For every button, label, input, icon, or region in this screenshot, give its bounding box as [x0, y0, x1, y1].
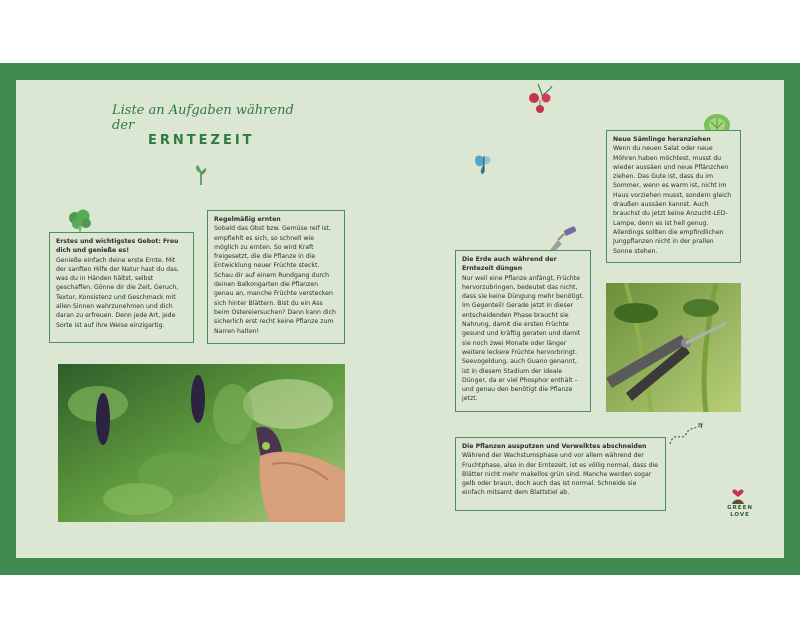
box-neue-saemlinge [606, 130, 741, 263]
box-text: Genieße einfach deine erste Ernte. Mit der sanften Hilfe der Natur hast du das, was du in Händen hältst, selbst geschaffen. Gönne dir die Zeit, Geruch, Textur, Konsistenz und Geschmack mit allen Sinnen wahrzunehmen und dich daran zu erfreuen. Denn jede Art, jede Sorte ist auf ihre Weise einzigartig. [56, 256, 179, 329]
photo-pruning-shears [606, 283, 741, 412]
box-pflanzen-ausputzen [455, 437, 666, 511]
box-text: Nur weil eine Pflanze anfängt, Früchte hervorzubringen, bedeutet das nicht, dass sie keine Düngung mehr benötigt. Im Gegenteil! Gerade jetzt in dieser entscheidenden Phase braucht sie Nahrung, damit die ersten Früchte gesund und kräftig geraten und damit sie noch zwei Monate oder länger weitere leckere Früchte hervorbringt. Seevogeldung, auch Guano genannt, ist in diesem Stadium der ideale Dünger, da er viel Phosphor enthält – und genau den benötigt die Pflanze jetzt. [462, 274, 584, 403]
box-heading: Die Pflanzen ausputzen und Verwelktes abschneiden [462, 443, 647, 450]
brand-line-2: LOVE [730, 512, 750, 518]
dotted-path-icon [668, 420, 704, 446]
brand-logo [722, 505, 758, 519]
box-text: Wenn du neuen Salat oder neue Möhren haben möchtest, musst du wieder aussäen und neue Pflänzchen ziehen. Das Gute ist, dass du im Sommer, wenn es warm ist, nicht im Haus vorziehen musst, sondern gleich draußen aussäen kannst. Auch brauchst du jetzt keine Anzucht-LED-Lampe, denn es ist hell genug. Allerdings sollten die empfindlichen Jungpflanzen nicht in der prallen Sonne stehen. [613, 145, 732, 255]
box-erde-duengen [455, 250, 591, 412]
title-script: Liste an Aufgaben während der [112, 103, 294, 133]
box-heading: Neue Sämlinge heranziehen [613, 136, 711, 143]
raspberry-icon [526, 82, 558, 114]
title-caps: ERNTEZEIT [148, 133, 255, 148]
box-erstes-gebot [49, 232, 194, 343]
box-heading: Erstes und wichtigstes Gebot: Freu dich und genieße es! [56, 238, 179, 255]
butterfly-icon [472, 152, 496, 176]
box-text: Während der Wachstumsphase und vor allem während der Fruchtphase, also in der Erntezeit, ist es völlig normal, dass die Blätter nicht mehr makellos grün sind. Manche werden sogar gelb oder braun, doch auch das ist normal. Schneide sie einfach mitsamt dem Blattstiel ab. [462, 452, 658, 497]
box-regelmaessig-ernten [207, 210, 345, 344]
photo-pea-harvest [58, 364, 345, 522]
heart-sprout-icon [728, 486, 748, 504]
box-text: Sobald das Obst bzw. Gemüse reif ist, empfiehlt es sich, so schnell wie möglich zu ernten. So wird Kraft freigesetzt, die die Pflanze in die Entwicklung neuer Früchte steckt. Schau dir auf einem Rundgang durch deinen Balkongarten die Pflanzen genau an, manche Früchte verstecken sich hinter Blättern. Bist du ein Ass beim Ostereiersuchen? Dann kann dich sicherlich erst recht keine Pflanze zum Narren halten! [214, 225, 336, 335]
sprout-icon [194, 163, 208, 185]
box-heading: Regelmäßig ernten [214, 216, 281, 223]
box-heading: Die Erde auch während der Erntezeit düngen [462, 256, 557, 273]
brand-line-1: GREEN [727, 505, 753, 511]
